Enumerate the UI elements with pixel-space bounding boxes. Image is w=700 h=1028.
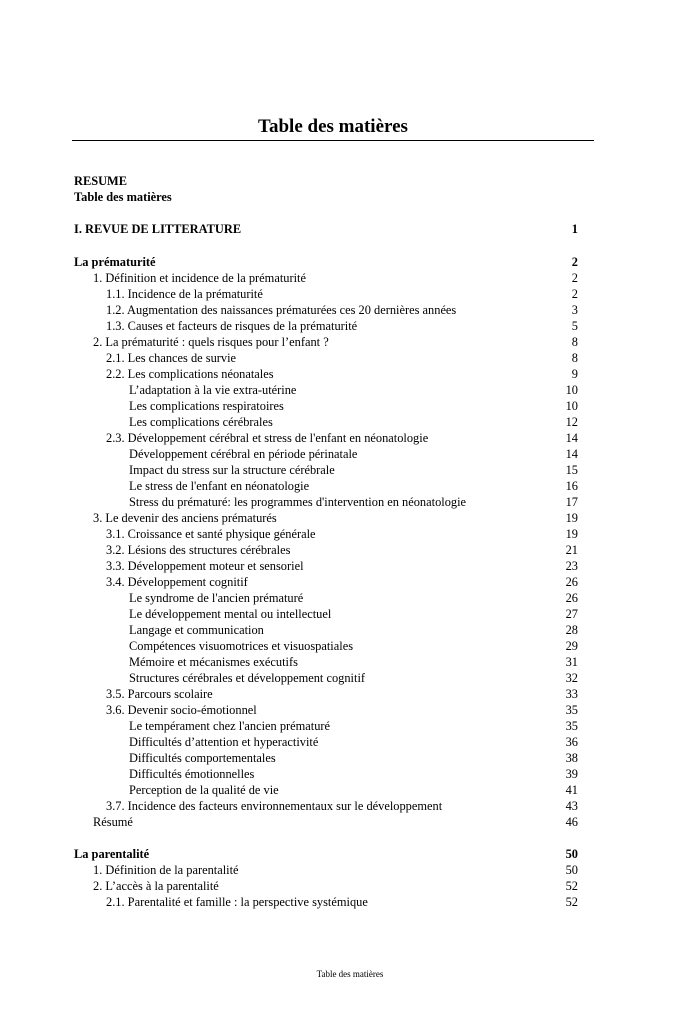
toc-entry[interactable]	[0, 606, 700, 622]
toc-entry-label: 3.1. Croissance et santé physique générale	[106, 527, 316, 541]
toc-entry[interactable]	[0, 574, 700, 590]
toc-entry-page-number: 31	[565, 655, 578, 669]
toc-entry-page-number: 5	[571, 319, 578, 333]
toc-entry-page-number: 28	[565, 623, 578, 637]
toc-entry-page-number: 35	[565, 703, 578, 717]
toc-entry-label: L’adaptation à la vie extra-utérine	[129, 383, 297, 397]
toc-entry-label: Le tempérament chez l'ancien prématuré	[129, 719, 331, 733]
toc-entry-label: Résumé	[93, 815, 133, 829]
toc-entry-label: Table des matières	[74, 190, 172, 204]
toc-entry[interactable]	[0, 558, 700, 574]
toc-entry-page-number: 17	[565, 495, 578, 509]
toc-entry-page-number: 26	[565, 575, 578, 589]
toc-entry-page-number: 52	[565, 895, 578, 909]
toc-entry-page-number: 33	[565, 687, 578, 701]
toc-entry[interactable]	[0, 382, 700, 398]
toc-entry[interactable]	[0, 254, 700, 270]
toc-entry[interactable]	[0, 173, 700, 189]
toc-entry[interactable]	[0, 318, 700, 334]
toc-entry-label: Langage et communication	[129, 623, 264, 637]
toc-entry-label: La parentalité	[74, 847, 150, 861]
toc-entry-label: Difficultés émotionnelles	[129, 767, 255, 781]
toc-entry[interactable]	[0, 590, 700, 606]
toc-entry-label: Le syndrome de l'ancien prématuré	[129, 591, 304, 605]
toc-entry[interactable]	[0, 622, 700, 638]
toc-entry-label: 2. L’accès à la parentalité	[93, 879, 219, 893]
toc-entry-label: Difficultés comportementales	[129, 751, 276, 765]
toc-entry[interactable]	[0, 750, 700, 766]
toc-entry[interactable]	[0, 862, 700, 878]
toc-entry[interactable]	[0, 366, 700, 382]
toc-entry-label: 3.5. Parcours scolaire	[106, 687, 213, 701]
toc-entry-page-number: 1	[571, 222, 578, 236]
toc-entry[interactable]	[0, 430, 700, 446]
toc-entry[interactable]	[0, 766, 700, 782]
toc-entry-label: Perception de la qualité de vie	[129, 783, 279, 797]
toc-entry-label: 3.4. Développement cognitif	[106, 575, 248, 589]
toc-entry[interactable]	[0, 670, 700, 686]
toc-entry[interactable]	[0, 814, 700, 830]
toc-entry[interactable]	[0, 270, 700, 286]
toc-entry-page-number: 8	[571, 335, 578, 349]
toc-entry-page-number: 39	[565, 767, 578, 781]
toc-entry-label: 2.1. Parentalité et famille : la perspective systémique	[106, 895, 368, 909]
toc-entry-label: Impact du stress sur la structure cérébrale	[129, 463, 335, 477]
toc-entry[interactable]	[0, 894, 700, 910]
toc-entry-label: Mémoire et mécanismes exécutifs	[129, 655, 298, 669]
toc-entry[interactable]	[0, 686, 700, 702]
toc-entry-page-number: 3	[571, 303, 578, 317]
toc-entry-label: Compétences visuomotrices et visuospatiales	[129, 639, 354, 653]
toc-entry-label: Les complications cérébrales	[129, 415, 273, 429]
toc-entry-page-number: 19	[565, 527, 578, 541]
toc-entry-label: I. REVUE DE LITTERATURE	[74, 222, 242, 236]
toc-entry-label: Le stress de l'enfant en néonatologie	[129, 479, 310, 493]
toc-entry-label: La prématurité	[74, 255, 156, 269]
toc-entry[interactable]	[0, 414, 700, 430]
toc-entry-page-number: 26	[565, 591, 578, 605]
toc-entry-page-number: 32	[565, 671, 578, 685]
toc-entry[interactable]	[0, 702, 700, 718]
toc-entry-page-number: 43	[565, 799, 578, 813]
toc-entry-label: 2.2. Les complications néonatales	[106, 367, 274, 381]
toc-entry-page-number: 23	[565, 559, 578, 573]
toc-entry-page-number: 38	[565, 751, 578, 765]
toc-entry[interactable]	[0, 542, 700, 558]
toc-entry-page-number: 15	[565, 463, 578, 477]
toc-entry[interactable]	[0, 350, 700, 366]
toc-entry-page-number: 19	[565, 511, 578, 525]
toc-entry-page-number: 12	[565, 415, 578, 429]
toc-entry-label: Développement cérébral en période périnatale	[129, 447, 358, 461]
toc-entry[interactable]	[0, 286, 700, 302]
page-footer: Table des matières	[316, 969, 384, 979]
toc-entry-page-number: 10	[565, 399, 578, 413]
toc-entry[interactable]	[0, 654, 700, 670]
toc-entry-label: Difficultés d’attention et hyperactivité	[129, 735, 319, 749]
toc-entry-label: Structures cérébrales et développement cognitif	[129, 671, 366, 685]
toc-entry[interactable]	[0, 878, 700, 894]
toc-entry-page-number: 2	[571, 255, 578, 269]
toc-entry-label: 3.6. Devenir socio-émotionnel	[106, 703, 257, 717]
toc-entry-label: 1.2. Augmentation des naissances prématurées ces 20 dernières années	[106, 303, 457, 317]
toc-entry-page-number: 52	[565, 879, 578, 893]
toc-entry-page-number: 41	[565, 783, 578, 797]
toc-entry-page-number: 27	[565, 607, 578, 621]
toc-entry-label: 1. Définition de la parentalité	[93, 863, 239, 877]
toc-entry-page-number: 14	[565, 431, 578, 445]
toc-entry-label: 1.1. Incidence de la prématurité	[106, 287, 263, 301]
toc-entry-page-number: 36	[565, 735, 578, 749]
toc-entry-label: 2. La prématurité : quels risques pour l’enfant ?	[93, 335, 329, 349]
toc-entry[interactable]	[0, 494, 700, 510]
toc-entry-label: 1.3. Causes et facteurs de risques de la prématurité	[106, 319, 358, 333]
page-title: Table des matières	[258, 116, 408, 137]
toc-entry-page-number: 2	[571, 287, 578, 301]
toc-entry[interactable]	[0, 189, 700, 205]
toc-entry[interactable]	[0, 846, 700, 862]
toc-entry[interactable]	[0, 446, 700, 462]
toc-entry-label: Les complications respiratoires	[129, 399, 284, 413]
toc-entry-page-number: 21	[565, 543, 578, 557]
toc-entry-page-number: 8	[571, 351, 578, 365]
toc-entry-page-number: 10	[565, 383, 578, 397]
toc-entry[interactable]	[0, 302, 700, 318]
toc-entry-label: Stress du prématuré: les programmes d'intervention en néonatologie	[129, 495, 467, 509]
toc-entry[interactable]	[0, 478, 700, 494]
toc-entry[interactable]	[0, 526, 700, 542]
toc-entry-page-number: 50	[565, 847, 578, 861]
toc-entry[interactable]	[0, 798, 700, 814]
toc-entry-page-number: 35	[565, 719, 578, 733]
toc-entry-label: 1. Définition et incidence de la prématurité	[93, 271, 306, 285]
toc-entry-page-number: 50	[565, 863, 578, 877]
toc-entry-page-number: 16	[565, 479, 578, 493]
toc-entry[interactable]	[0, 462, 700, 478]
toc-entry-label: RESUME	[74, 174, 128, 188]
toc-entry[interactable]	[0, 510, 700, 526]
toc-entry[interactable]	[0, 398, 700, 414]
toc-entry-page-number: 14	[565, 447, 578, 461]
toc-entry-label: 3. Le devenir des anciens prématurés	[93, 511, 277, 525]
toc-entry-page-number: 2	[571, 271, 578, 285]
toc-entry[interactable]	[0, 718, 700, 734]
toc-entry-page-number: 29	[565, 639, 578, 653]
toc-entry-page-number: 9	[571, 367, 578, 381]
toc-entry[interactable]	[0, 334, 700, 350]
toc-entry[interactable]	[0, 638, 700, 654]
toc-entry-label: 3.3. Développement moteur et sensoriel	[106, 559, 304, 573]
toc-entry[interactable]	[0, 221, 700, 237]
toc-entry-label: Le développement mental ou intellectuel	[129, 607, 332, 621]
toc-entry-label: 2.1. Les chances de survie	[106, 351, 237, 365]
toc-entry-label: 2.3. Développement cérébral et stress de l'enfant en néonatologie	[106, 431, 429, 445]
toc-entry-label: 3.7. Incidence des facteurs environnementaux sur le développement	[106, 799, 443, 813]
toc-entry[interactable]	[0, 782, 700, 798]
toc-entry-label: 3.2. Lésions des structures cérébrales	[106, 543, 291, 557]
toc-entry[interactable]	[0, 734, 700, 750]
toc-entry-page-number: 46	[565, 815, 578, 829]
